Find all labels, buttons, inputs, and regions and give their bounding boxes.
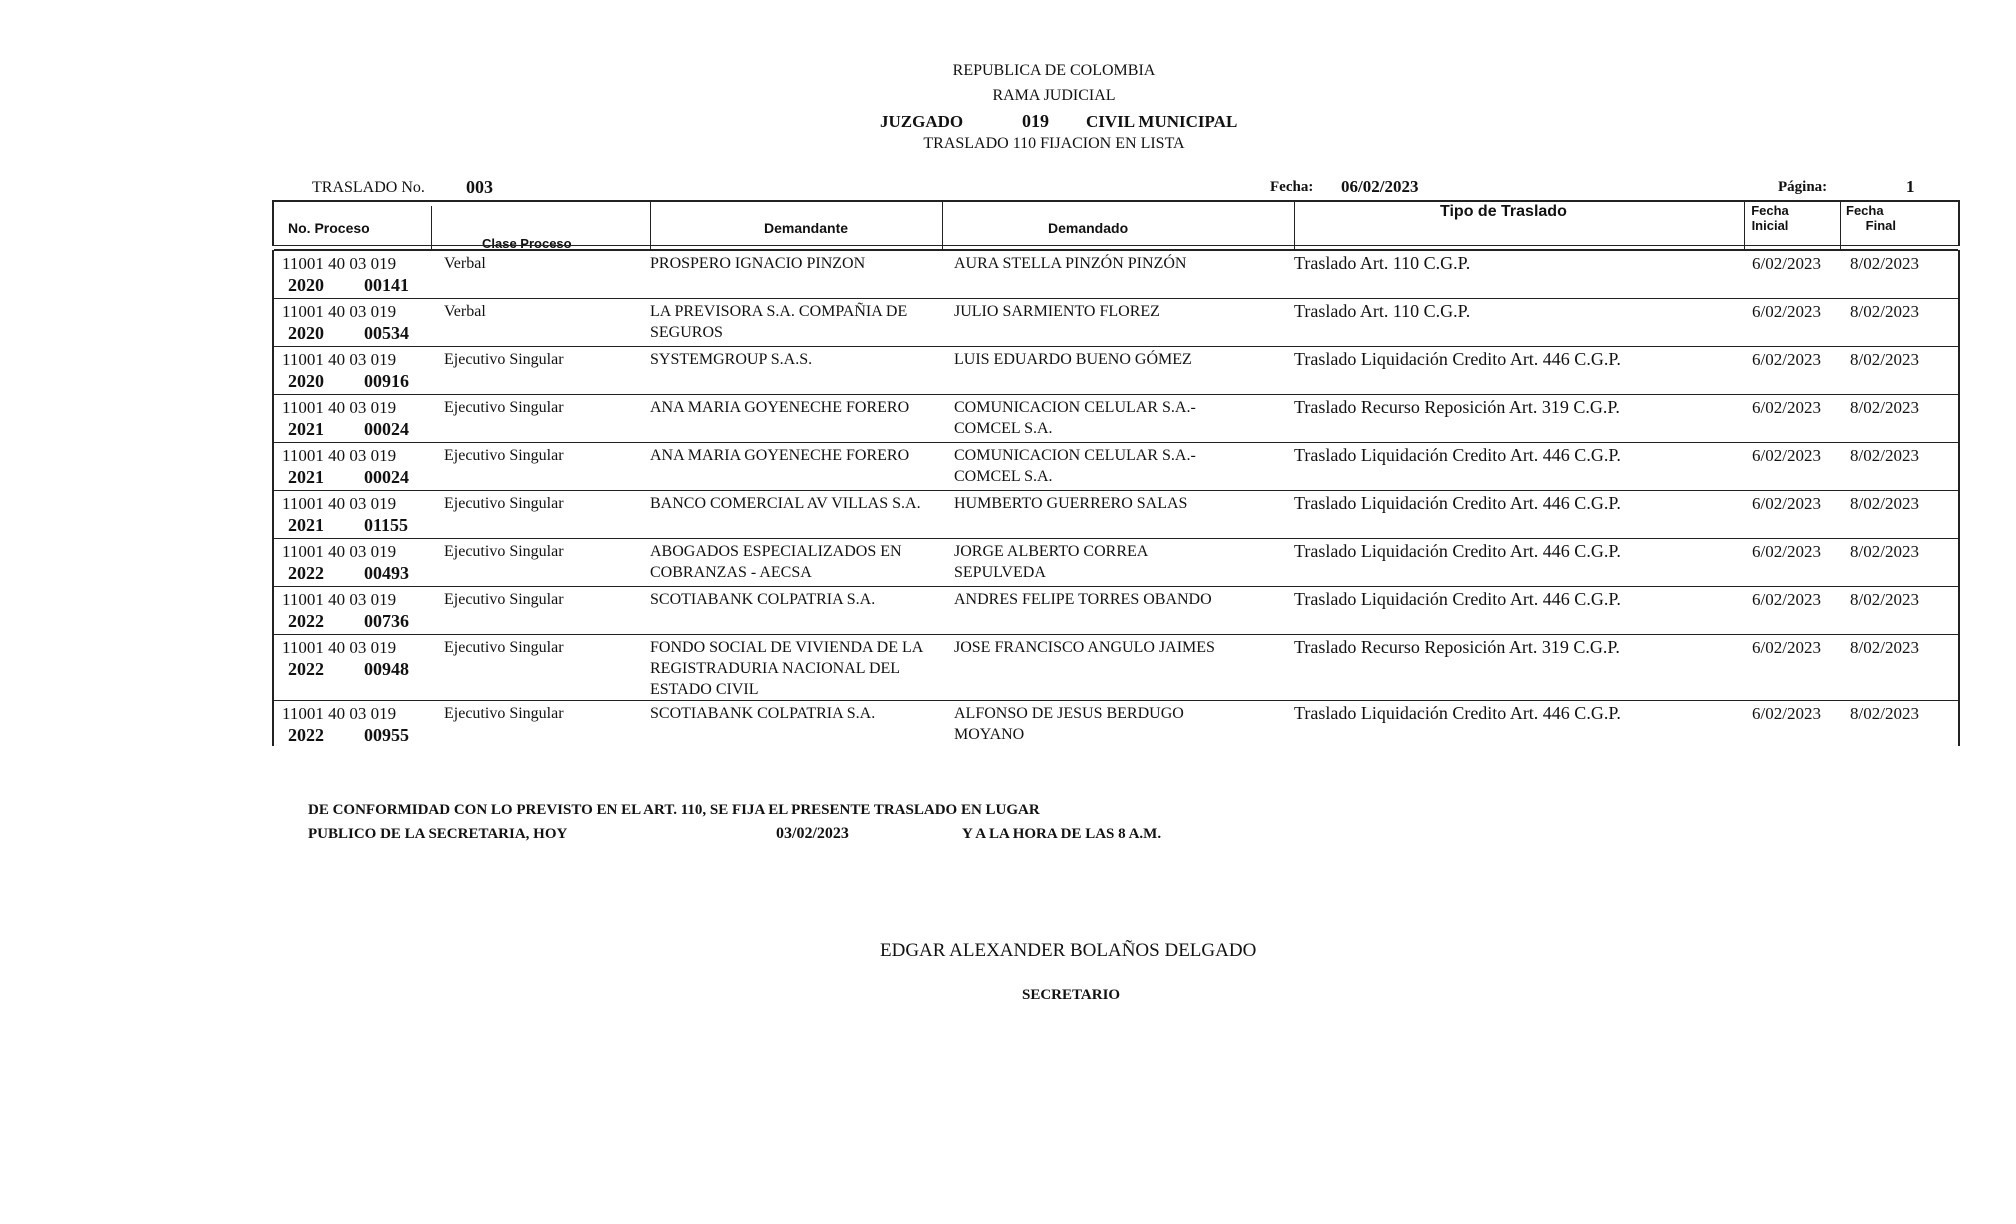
clase-proceso: Verbal — [444, 255, 486, 272]
tipo-traslado: Traslado Art. 110 C.G.P. — [1294, 301, 1471, 321]
demandado: COMUNICACION CELULAR S.A.-COMCEL S.A. — [954, 399, 1196, 437]
table-row — [274, 490, 1958, 538]
tipo-traslado: Traslado Liquidación Credito Art. 446 C.G.P. — [1294, 493, 1621, 513]
proceso-year: 2021 — [288, 467, 324, 487]
fecha-inicial: 6/02/2023 — [1752, 398, 1821, 417]
col-divider — [942, 202, 943, 250]
table-row — [274, 586, 1958, 634]
tipo-traslado: Traslado Recurso Reposición Art. 319 C.G.P. — [1294, 637, 1620, 657]
fecha-inicial: 6/02/2023 — [1752, 302, 1821, 321]
footer-statement-line2: PUBLICO DE LA SECRETARIA, HOY — [308, 826, 568, 842]
pagina-label: Página: — [1778, 179, 1828, 195]
header-traslado-title: TRASLADO 110 FIJACION EN LISTA — [923, 135, 1185, 152]
fecha-final: 8/02/2023 — [1850, 494, 1919, 513]
clase-proceso: Ejecutivo Singular — [444, 591, 564, 608]
header-juzgado-number: 019 — [1022, 111, 1049, 131]
proceso-number: 00736 — [364, 611, 409, 631]
demandado: AURA STELLA PINZÓN PINZÓN — [954, 255, 1187, 272]
proceso-number: 00955 — [364, 725, 409, 745]
header-branch: RAMA JUDICIAL — [992, 87, 1116, 104]
proceso-year: 2021 — [288, 515, 324, 535]
clase-proceso: Ejecutivo Singular — [444, 399, 564, 416]
fecha-inicial: 6/02/2023 — [1752, 638, 1821, 657]
demandado: LUIS EDUARDO BUENO GÓMEZ — [954, 351, 1192, 368]
demandante: SCOTIABANK COLPATRIA S.A. — [650, 591, 876, 608]
clase-proceso: Ejecutivo Singular — [444, 705, 564, 722]
header-country: REPUBLICA DE COLOMBIA — [952, 62, 1156, 79]
proceso-code: 11001 40 03 019 — [282, 254, 397, 273]
traslado-table — [272, 200, 1960, 746]
tipo-traslado: Traslado Liquidación Credito Art. 446 C.G.P. — [1294, 541, 1621, 561]
demandado: JULIO SARMIENTO FLOREZ — [954, 303, 1160, 320]
proceso-year: 2022 — [288, 563, 324, 583]
clase-proceso: Ejecutivo Singular — [444, 495, 564, 512]
header-juzgado-name: CIVIL MUNICIPAL — [1086, 112, 1238, 131]
clase-proceso: Ejecutivo Singular — [444, 351, 564, 368]
proceso-number: 00948 — [364, 659, 409, 679]
table-row — [274, 442, 1958, 490]
clase-proceso: Ejecutivo Singular — [444, 639, 564, 656]
demandado: COMUNICACION CELULAR S.A.-COMCEL S.A. — [954, 447, 1196, 485]
footer-statement-line1: DE CONFORMIDAD CON LO PREVISTO EN EL ART. 110, SE FIJA EL PRESENTE TRASLADO EN LUGAR — [308, 802, 1040, 818]
table-row — [274, 250, 1958, 298]
proceso-number: 00493 — [364, 563, 409, 583]
tipo-traslado: Traslado Liquidación Credito Art. 446 C.G.P. — [1294, 349, 1621, 369]
proceso-number: 00024 — [364, 419, 409, 439]
fecha-inicial: 6/02/2023 — [1752, 704, 1821, 723]
proceso-code: 11001 40 03 019 — [282, 590, 397, 609]
col-header-inicial-line1: Fecha — [1751, 203, 1789, 218]
table-row — [274, 346, 1958, 394]
col-divider — [650, 202, 651, 250]
proceso-year: 2022 — [288, 611, 324, 631]
proceso-year: 2021 — [288, 419, 324, 439]
demandante: PROSPERO IGNACIO PINZON — [650, 255, 866, 272]
tipo-traslado: Traslado Liquidación Credito Art. 446 C.G.P. — [1294, 703, 1621, 723]
fecha-final: 8/02/2023 — [1850, 446, 1919, 465]
col-header-demandado: Demandado — [1048, 220, 1129, 236]
table-row — [274, 298, 1958, 346]
clase-proceso: Verbal — [444, 303, 486, 320]
fecha-value: 06/02/2023 — [1341, 177, 1419, 196]
tipo-traslado: Traslado Liquidación Credito Art. 446 C.G.P. — [1294, 589, 1621, 609]
fecha-final: 8/02/2023 — [1850, 398, 1919, 417]
proceso-code: 11001 40 03 019 — [282, 494, 397, 513]
traslado-no-value: 003 — [466, 177, 493, 197]
fecha-final: 8/02/2023 — [1850, 542, 1919, 561]
fecha-final: 8/02/2023 — [1850, 590, 1919, 609]
fecha-final: 8/02/2023 — [1850, 254, 1919, 273]
proceso-number: 00024 — [364, 467, 409, 487]
signer-role: SECRETARIO — [1022, 987, 1121, 1003]
proceso-number: 00534 — [364, 323, 409, 343]
demandante: ANA MARIA GOYENECHE FORERO — [650, 447, 910, 464]
fecha-inicial: 6/02/2023 — [1752, 446, 1821, 465]
clase-proceso: Ejecutivo Singular — [444, 447, 564, 464]
tipo-traslado: Traslado Recurso Reposición Art. 319 C.G.P. — [1294, 397, 1620, 417]
clase-proceso: Ejecutivo Singular — [444, 543, 564, 560]
fecha-inicial: 6/02/2023 — [1752, 350, 1821, 369]
proceso-code: 11001 40 03 019 — [282, 638, 397, 657]
col-header-demandante: Demandante — [764, 220, 849, 236]
proceso-number: 00141 — [364, 275, 409, 295]
col-header-final-line2: Final — [1865, 218, 1896, 233]
fecha-inicial: 6/02/2023 — [1752, 494, 1821, 513]
col-header-inicial-line2: Inicial — [1751, 218, 1789, 233]
demandante: LA PREVISORA S.A. COMPAÑIA DE SEGUROS — [650, 303, 908, 341]
table-body — [272, 250, 1960, 746]
proceso-year: 2020 — [288, 371, 324, 391]
table-row — [274, 538, 1958, 586]
proceso-code: 11001 40 03 019 — [282, 704, 397, 723]
fecha-final: 8/02/2023 — [1850, 704, 1919, 723]
demandante: ANA MARIA GOYENECHE FORERO — [650, 399, 910, 416]
proceso-year: 2022 — [288, 659, 324, 679]
header-rule — [274, 245, 1958, 246]
traslado-no-label: TRASLADO No. — [312, 179, 425, 196]
col-divider — [431, 206, 432, 250]
footer-date: 03/02/2023 — [776, 825, 849, 842]
col-divider — [1744, 202, 1745, 250]
fecha-final: 8/02/2023 — [1850, 350, 1919, 369]
table-row — [274, 700, 1958, 746]
col-header-proceso: No. Proceso — [288, 220, 370, 236]
demandado: JOSE FRANCISCO ANGULO JAIMES — [954, 639, 1215, 656]
demandado: HUMBERTO GUERRERO SALAS — [954, 495, 1188, 512]
demandado: ALFONSO DE JESUS BERDUGO MOYANO — [954, 705, 1184, 743]
footer-hour: Y A LA HORA DE LAS 8 A.M. — [962, 826, 1162, 842]
tipo-traslado: Traslado Art. 110 C.G.P. — [1294, 253, 1471, 273]
tipo-traslado: Traslado Liquidación Credito Art. 446 C.G.P. — [1294, 445, 1621, 465]
proceso-number: 00916 — [364, 371, 409, 391]
col-divider — [1840, 202, 1841, 250]
demandante: FONDO SOCIAL DE VIVIENDA DE LA REGISTRADURIA NACIONAL DEL ESTADO CIVIL — [650, 639, 923, 698]
demandante: ABOGADOS ESPECIALIZADOS EN COBRANZAS - AECSA — [650, 543, 902, 581]
proceso-code: 11001 40 03 019 — [282, 350, 397, 369]
fecha-final: 8/02/2023 — [1850, 638, 1919, 657]
signer-name: EDGAR ALEXANDER BOLAÑOS DELGADO — [880, 940, 1257, 961]
fecha-final: 8/02/2023 — [1850, 302, 1919, 321]
table-row — [274, 634, 1958, 700]
proceso-code: 11001 40 03 019 — [282, 302, 397, 321]
fecha-label: Fecha: — [1270, 179, 1314, 195]
demandado: JORGE ALBERTO CORREA SEPULVEDA — [954, 543, 1148, 581]
proceso-code: 11001 40 03 019 — [282, 542, 397, 561]
demandante: SCOTIABANK COLPATRIA S.A. — [650, 705, 876, 722]
col-header-final — [1846, 203, 1902, 233]
col-divider — [1294, 202, 1295, 250]
proceso-year: 2020 — [288, 323, 324, 343]
col-header-final-line1: Fecha — [1846, 203, 1884, 218]
proceso-year: 2022 — [288, 725, 324, 745]
col-header-tipo: Tipo de Traslado — [1440, 203, 1567, 220]
demandado: ANDRES FELIPE TORRES OBANDO — [954, 591, 1212, 608]
proceso-year: 2020 — [288, 275, 324, 295]
col-header-inicial — [1740, 203, 1800, 233]
header-juzgado-label: JUZGADO — [880, 112, 964, 131]
table-row — [274, 394, 1958, 442]
demandante: SYSTEMGROUP S.A.S. — [650, 351, 813, 368]
proceso-number: 01155 — [364, 515, 409, 535]
col-header-clase: Clase Proceso — [482, 236, 572, 251]
pagina-value: 1 — [1906, 177, 1915, 196]
fecha-inicial: 6/02/2023 — [1752, 254, 1821, 273]
fecha-inicial: 6/02/2023 — [1752, 542, 1821, 561]
proceso-code: 11001 40 03 019 — [282, 398, 397, 417]
fecha-inicial: 6/02/2023 — [1752, 590, 1821, 609]
table-header — [272, 200, 1960, 251]
demandante: BANCO COMERCIAL AV VILLAS S.A. — [650, 495, 921, 512]
proceso-code: 11001 40 03 019 — [282, 446, 397, 465]
